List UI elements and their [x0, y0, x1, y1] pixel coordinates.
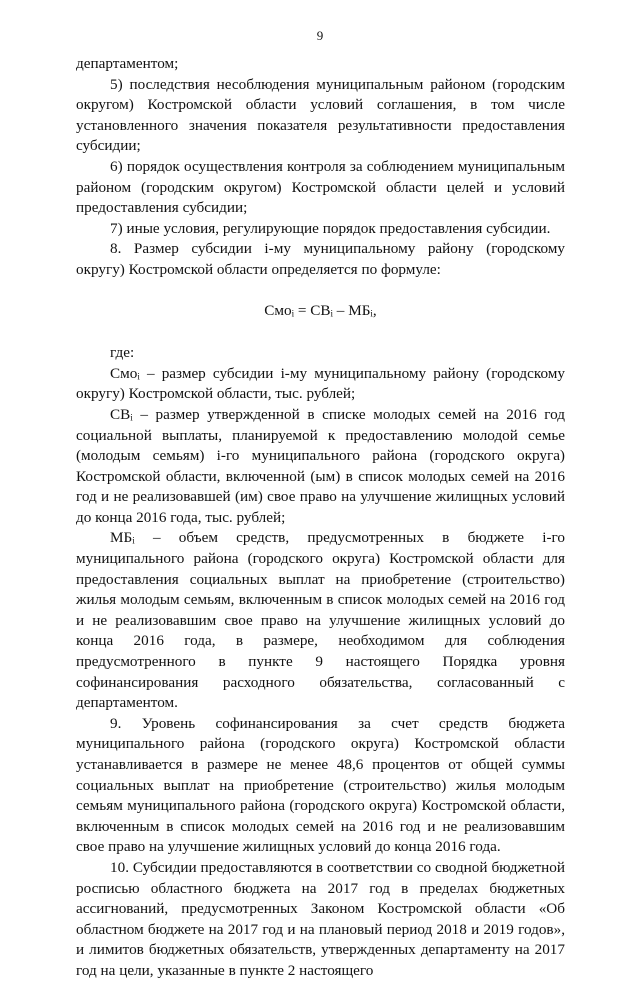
- definition-smo: Смоᵢ – размер субсидии i-му муниципальному району (городскому округу) Костромской области, тыс. рублей;: [76, 364, 565, 403]
- definition-sv: СВᵢ – размер утвержденной в списке молодых семей на 2016 год социальной выплаты, планируемой к предоставлению молодой семье (молодым семьям) i-го муниципального района (городского округа) Костромской области, включенной (ым) в список молодых семей на 2016 год и не реализовавшей (им) свое право на улучшение жилищных условий до конца 2016 года, тыс. рублей;: [76, 405, 565, 526]
- paragraph-continuation: департаментом;: [76, 55, 179, 72]
- paragraph-item-7: 7) иные условия, регулирующие порядок предоставления субсидии.: [110, 219, 551, 237]
- page-number: 9: [316, 28, 324, 43]
- paragraph-section-8: 8. Размер субсидии i-му муниципальному району (городскому округу) Костромской области определяется по формуле:: [76, 240, 565, 278]
- paragraph-item-5: 5) последствия несоблюдения муниципальным районом (городским округом) Костромской области условий соглашения, в том числе установленного значения показателя результативности предоставления субсидии;: [76, 75, 565, 155]
- definition-mb: МБᵢ – объем средств, предусмотренных в бюджете i-го муниципального района (городского округа) Костромской области для предоставления социальных выплат на приобретение (строительство) жилья молодым семьям, включенным в список молодых семей на 2016 год и не реализовавшим свое право на улучшение жилищных условий до конца 2016 года, в размере, необходимом для соблюдения предусмотренного в пункте 9 настоящего Порядка уровня софинансирования расходного обязательства, согласованный с департаментом.: [76, 529, 565, 712]
- formula: Смоᵢ = СВᵢ – МБᵢ,: [264, 301, 377, 319]
- paragraph-section-9: 9. Уровень софинансирования за счет средств бюджета муниципального района (городского округа) Костромской области устанавливается в размере не менее 48,6 процентов от общей суммы социальных выплат на приобретение (строительство) жилья молодым семьям муниципального района (городского округа) Костромской области, включенным в список молодых семей на 2016 год и не реализовавшим свое право на улучшение жилищных условий до конца 2016 года.: [76, 714, 565, 856]
- document-body: [76, 54, 565, 982]
- where-label: где:: [110, 344, 135, 362]
- paragraph-item-6: 6) порядок осуществления контроля за соблюдением муниципальным районом (городским округом) Костромской области целей и условий предоставления субсидии;: [76, 157, 565, 217]
- paragraph-section-10: 10. Субсидии предоставляются в соответствии со сводной бюджетной росписью областного бюджета на 2017 год в пределах бюджетных ассигнований, предусмотренных Законом Костромской области «Об областном бюджете на 2017 год и на плановый период 2018 и 2019 годов», и лимитов бюджетных обязательств, утвержденных департаменту на 2017 год на цели, указанные в пункте 2 настоящего: [76, 858, 565, 979]
